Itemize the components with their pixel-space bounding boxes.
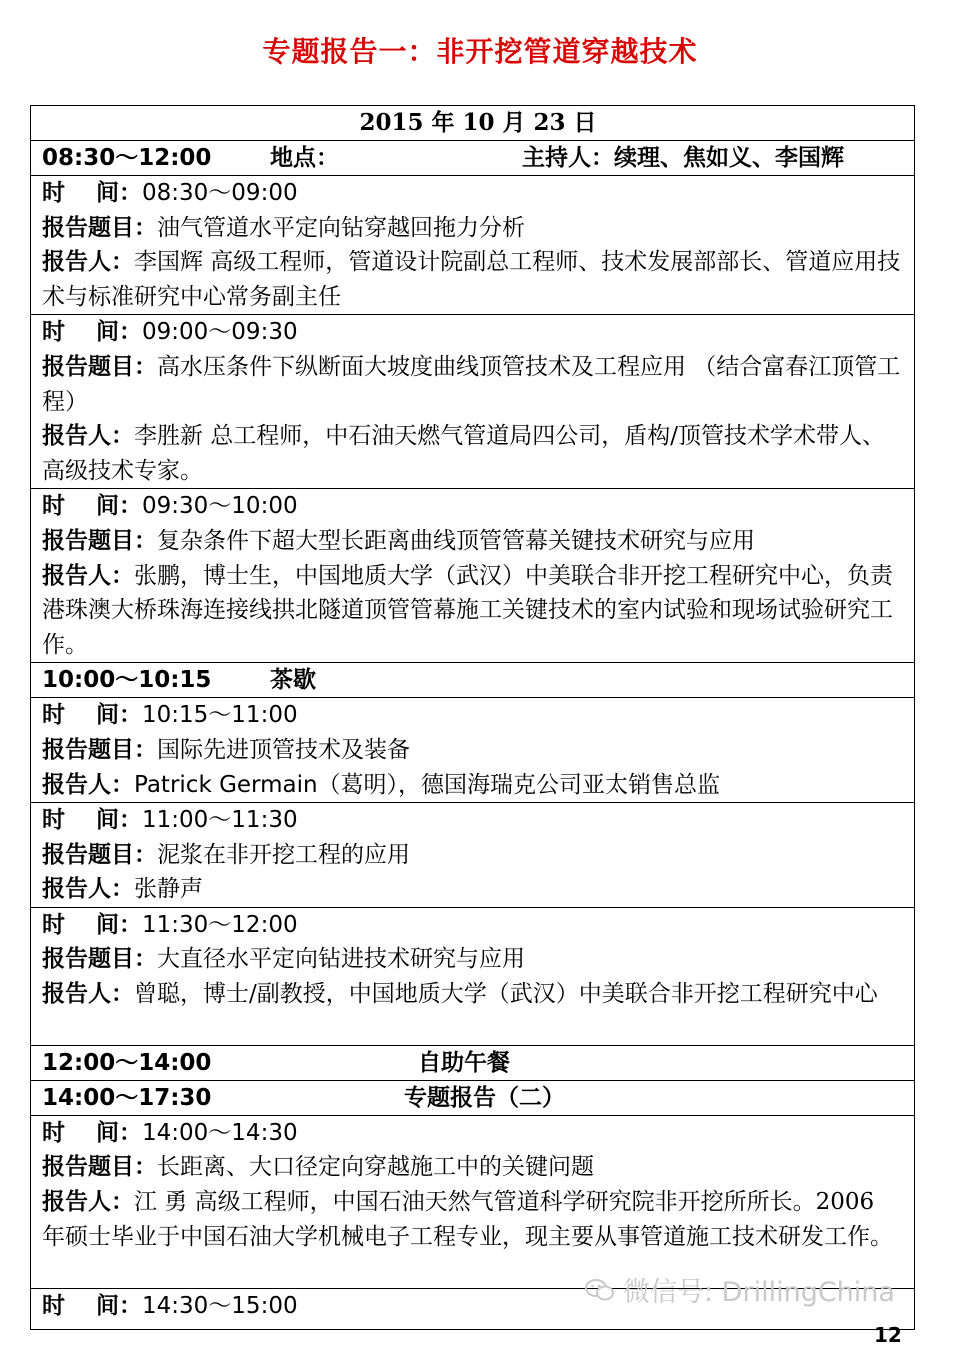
topic-label: 报告题目：	[42, 353, 157, 380]
topic-label: 报告题目：	[42, 946, 157, 973]
speaker-label: 报告人：	[42, 1189, 134, 1216]
talk-topic: 长距离、大口径定向穿越施工中的关键问题	[157, 1154, 594, 1181]
topic-label: 报告题目：	[42, 1154, 157, 1181]
talk-speaker: Patrick Germain（葛明），德国海瑞克公司亚太销售总监	[134, 771, 721, 798]
break-row	[31, 663, 915, 698]
talk-time: 11:30～12:00	[142, 911, 298, 938]
page-number: 12	[874, 1323, 902, 1347]
talk-speaker: 张静声	[134, 876, 203, 903]
time-label: 时 间：	[42, 319, 143, 346]
session2-label: 专题报告（二）	[404, 1084, 565, 1111]
talk-topic: 复杂条件下超大型长距离曲线顶管管幕关键技术研究与应用	[157, 527, 755, 554]
talk-row	[31, 1115, 915, 1288]
talk-speaker: 张鹏，博士生，中国地质大学（武汉）中美联合非开挖工程研究中心，负责港珠澳大桥珠海连接线拱北隧道顶管管幕施工关键技术的室内试验和现场试验研究工作。	[42, 562, 893, 658]
topic-label: 报告题目：	[42, 214, 157, 241]
break-label: 茶歇	[270, 667, 316, 694]
speaker-label: 报告人：	[42, 423, 134, 450]
speaker-label: 报告人：	[42, 249, 134, 276]
date-row	[31, 106, 915, 141]
talk-topic: 国际先进顶管技术及装备	[157, 736, 410, 763]
talk-topic: 泥浆在非开挖工程的应用	[157, 841, 410, 868]
time-label: 时 间：	[42, 1292, 143, 1319]
speaker-label: 报告人：	[42, 876, 134, 903]
talk-topic: 大直径水平定向钻进技术研究与应用	[157, 946, 525, 973]
session-place: 地点：	[270, 145, 339, 171]
time-label: 时 间：	[42, 180, 143, 206]
topic-label: 报告题目：	[42, 736, 157, 763]
talk-row	[31, 315, 915, 489]
topic-label: 报告题目：	[42, 527, 157, 554]
break-time: 10:00～10:15	[42, 667, 212, 694]
talk-time: 14:00～14:30	[142, 1119, 298, 1146]
talk-time: 09:00～09:30	[142, 319, 298, 346]
talk-time: 11:00～11:30	[142, 807, 298, 834]
talk-speaker: 李国辉 高级工程师，管道设计院副总工程师、技术发展部部长、管道应用技术与标准研究中心常务副主任	[42, 249, 901, 310]
time-label: 时 间：	[42, 1119, 143, 1146]
talk-topic: 高水压条件下纵断面大坡度曲线顶管技术及工程应用 （结合富春江顶管工程）	[42, 353, 901, 415]
talk-row	[31, 176, 915, 315]
wechat-watermark	[585, 1270, 895, 1309]
talk-row	[31, 698, 915, 803]
talk-speaker: 曾聪，博士/副教授，中国地质大学（武汉）中美联合非开挖工程研究中心	[134, 981, 878, 1008]
speaker-label: 报告人：	[42, 562, 134, 589]
time-label: 时 间：	[42, 807, 143, 834]
talk-row	[31, 489, 915, 663]
lunch-time: 12:00～14:00	[42, 1049, 212, 1076]
lunch-row	[31, 1045, 915, 1080]
page-title: 专题报告一：非开挖管道穿越技术	[262, 35, 698, 68]
time-label: 时 间：	[42, 911, 143, 938]
session-time: 08:30～12:00	[42, 145, 212, 171]
topic-label: 报告题目：	[42, 841, 157, 868]
wechat-icon	[585, 1278, 615, 1302]
speaker-label: 报告人：	[42, 981, 134, 1008]
talk-row	[31, 803, 915, 908]
talk-time: 14:30～15:00	[142, 1292, 298, 1319]
talk-speaker: 江 勇 高级工程师，中国石油天然气管道科学研究院非开挖所所长。2006 年硕士毕业于中国石油大学机械电子工程专业，现主要从事管道施工技术研发工作。	[42, 1189, 893, 1250]
talk-time: 09:30～10:00	[142, 493, 298, 520]
talk-speaker: 李胜新 总工程师，中石油天燃气管道局四公司，盾构/顶管技术学术带人、高级技术专家。	[42, 423, 886, 484]
session2-header-row	[31, 1080, 915, 1115]
watermark-text: 微信号: DrillingChina	[623, 1277, 895, 1308]
schedule-table	[30, 105, 915, 1330]
session-host: 主持人：续理、焦如义、李国辉	[522, 145, 844, 171]
talk-row	[31, 907, 915, 1045]
talk-topic: 油气管道水平定向钻穿越回拖力分析	[157, 214, 525, 241]
speaker-label: 报告人：	[42, 771, 134, 798]
time-label: 时 间：	[42, 702, 143, 729]
talk-time: 08:30～09:00	[142, 180, 298, 206]
session2-time: 14:00～17:30	[42, 1084, 212, 1111]
lunch-label: 自助午餐	[418, 1049, 510, 1076]
time-label: 时 间：	[42, 493, 143, 520]
talk-time: 10:15～11:00	[142, 702, 298, 729]
session-header-row	[31, 141, 915, 176]
date: 2015 年 10 月 23 日	[31, 106, 915, 141]
